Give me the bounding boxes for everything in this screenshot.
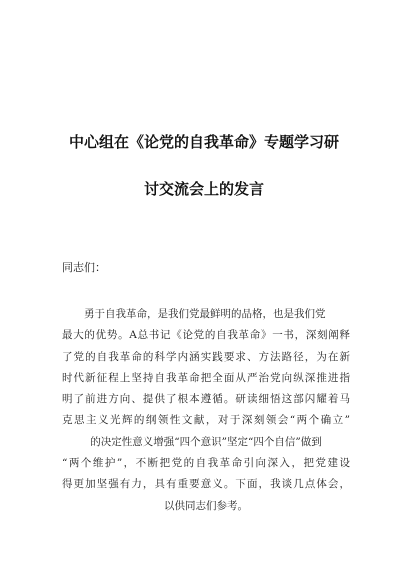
body-line: “两个维护”，不断把党的自我革命引向深入，把党建设 — [62, 457, 350, 470]
body-line: 克思主义光辉的纲领性文献，对于深刻领会“两个确立” — [62, 414, 350, 427]
body-line: 得更加坚强有力，具有重要意义。下面，我谈几点体会， — [62, 478, 350, 491]
body-line: 明了前进方向、提供了根本遵循。研读细悟这部闪耀着马 — [62, 393, 350, 406]
body-line: 了党的自我革命的科学内涵实践要求、方法路径，为在新 — [62, 350, 350, 363]
document-title-line-2: 讨交流会上的发言 — [143, 180, 264, 198]
body-line: 以供同志们参考。 — [164, 499, 248, 512]
body-line: 时代新征程上坚持自我革命把全面从严治党向纵深推进指 — [62, 371, 350, 384]
greeting: 同志们： — [62, 261, 106, 274]
body-paragraph — [62, 304, 350, 517]
body-line: 最大的优势。A总书记《论党的自我革命》一书，深刻阐释 — [62, 329, 350, 342]
body-line: 的决定性意义增强“四个意识”坚定“四个自信”做到 — [90, 435, 322, 448]
document-title-line-1: 中心组在《论党的自我革命》专题学习研 — [68, 133, 339, 151]
body-line: 勇于自我革命，是我们党最鲜明的品格，也是我们党 — [84, 308, 326, 320]
